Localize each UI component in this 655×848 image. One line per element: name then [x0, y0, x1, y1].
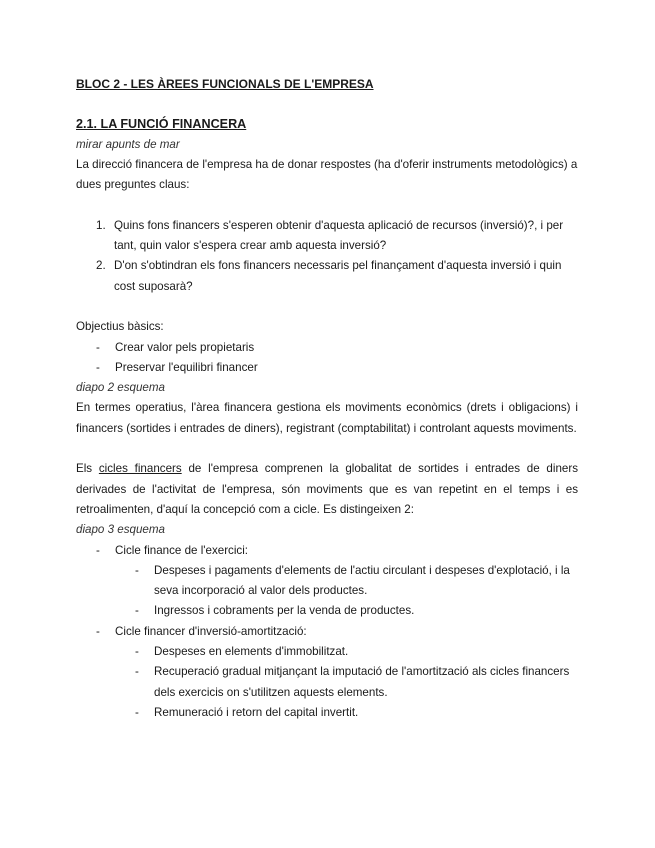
objective-text: Preservar l'equilibri financer	[115, 360, 258, 374]
objective-item	[76, 358, 578, 378]
spacer	[76, 195, 578, 215]
note-mirar-apunts: mirar apunts de mar	[76, 137, 180, 151]
cycles-intro-pre: Els	[76, 462, 99, 476]
cycle-subitem-text: Ingressos i cobraments per la venda de productes.	[154, 604, 415, 618]
list-number: 2.	[96, 259, 106, 273]
document-page	[76, 74, 578, 723]
cycle-item	[76, 622, 578, 723]
cycle-label: Cicle finance de l'exercici:	[115, 543, 249, 557]
cycle-subitem	[115, 662, 578, 703]
question-item	[76, 256, 578, 297]
cycles-list	[76, 541, 578, 724]
question-text: Quins fons financers s'esperen obtenir d'aquesta aplicació de recursos (inversió)?, i per tant, quin valor s'espera crear amb aquesta inversió?	[114, 218, 564, 253]
cicles-financers-term: cicles financers	[98, 462, 182, 476]
list-number: 1.	[96, 218, 106, 232]
spacer	[76, 439, 578, 459]
key-questions-list	[76, 216, 578, 297]
cycle-subitem	[115, 601, 578, 621]
cycle-sublist	[115, 561, 578, 622]
cycle-subitem-text: Remuneració i retorn del capital invertit.	[154, 705, 359, 719]
dash-bullet: -	[135, 563, 139, 577]
cycle-sublist	[115, 642, 578, 723]
intro-paragraph: La direcció financera de l'empresa ha de donar respostes (ha d'oferir instruments metodològics) a dues preguntes claus:	[76, 157, 578, 192]
dash-bullet: -	[135, 665, 139, 679]
objectives-list	[76, 338, 578, 379]
question-text: D'on s'obtindran els fons financers necessaris pel finançament d'aquesta inversió i quin cost suposarà?	[114, 259, 562, 293]
cycle-subitem-text: Recuperació gradual mitjançant la imputació de l'amortització als cicles financers dels exercicis on s'utilitzen aquests elements.	[154, 665, 570, 699]
section-heading: 2.1. LA FUNCIÓ FINANCERA	[76, 117, 247, 132]
cycles-paragraph	[76, 459, 578, 520]
objective-item	[76, 338, 578, 358]
dash-bullet: -	[96, 340, 100, 354]
cycles-intro-post: de l'empresa comprenen la globalitat de sortides i entrades de diners derivades de l'activitat de l'empresa, són moviments que es van repetint en el temps i es retroalimenten, d'aquí la concepció com a cicle. Es distingeixen 2:	[76, 462, 578, 516]
cycle-subitem	[115, 703, 578, 723]
spacer	[76, 297, 578, 317]
cycle-subitem	[115, 642, 578, 662]
dash-bullet: -	[135, 705, 139, 719]
dash-bullet: -	[96, 360, 100, 374]
cycle-subitem	[115, 561, 578, 602]
operational-paragraph: En termes operatius, l'àrea financera gestiona els moviments econòmics (drets i obligacions) i financers (sortides i entrades de diners), registrant (comptabilitat) i controlant aquests moviments.	[76, 401, 578, 435]
cycle-item	[76, 541, 578, 622]
note-diapo-3: diapo 3 esquema	[76, 523, 165, 537]
dash-bullet: -	[96, 624, 100, 638]
cycle-label: Cicle financer d'inversió-amortització:	[115, 624, 307, 638]
question-item	[76, 216, 578, 257]
cycle-subitem-text: Despeses i pagaments d'elements de l'actiu circulant i despeses d'explotació, i la seva incorporació al valor dels productes.	[154, 563, 570, 598]
objective-text: Crear valor pels propietaris	[115, 340, 255, 354]
objectives-label: Objectius bàsics:	[76, 320, 164, 334]
note-diapo-2: diapo 2 esquema	[76, 381, 165, 395]
dash-bullet: -	[135, 645, 139, 659]
dash-bullet: -	[96, 543, 100, 557]
dash-bullet: -	[135, 604, 139, 618]
spacer	[76, 94, 578, 114]
document-title: BLOC 2 - LES ÀREES FUNCIONALS DE L'EMPRESA	[76, 77, 374, 91]
cycle-subitem-text: Despeses en elements d'immobilitzat.	[154, 645, 349, 659]
